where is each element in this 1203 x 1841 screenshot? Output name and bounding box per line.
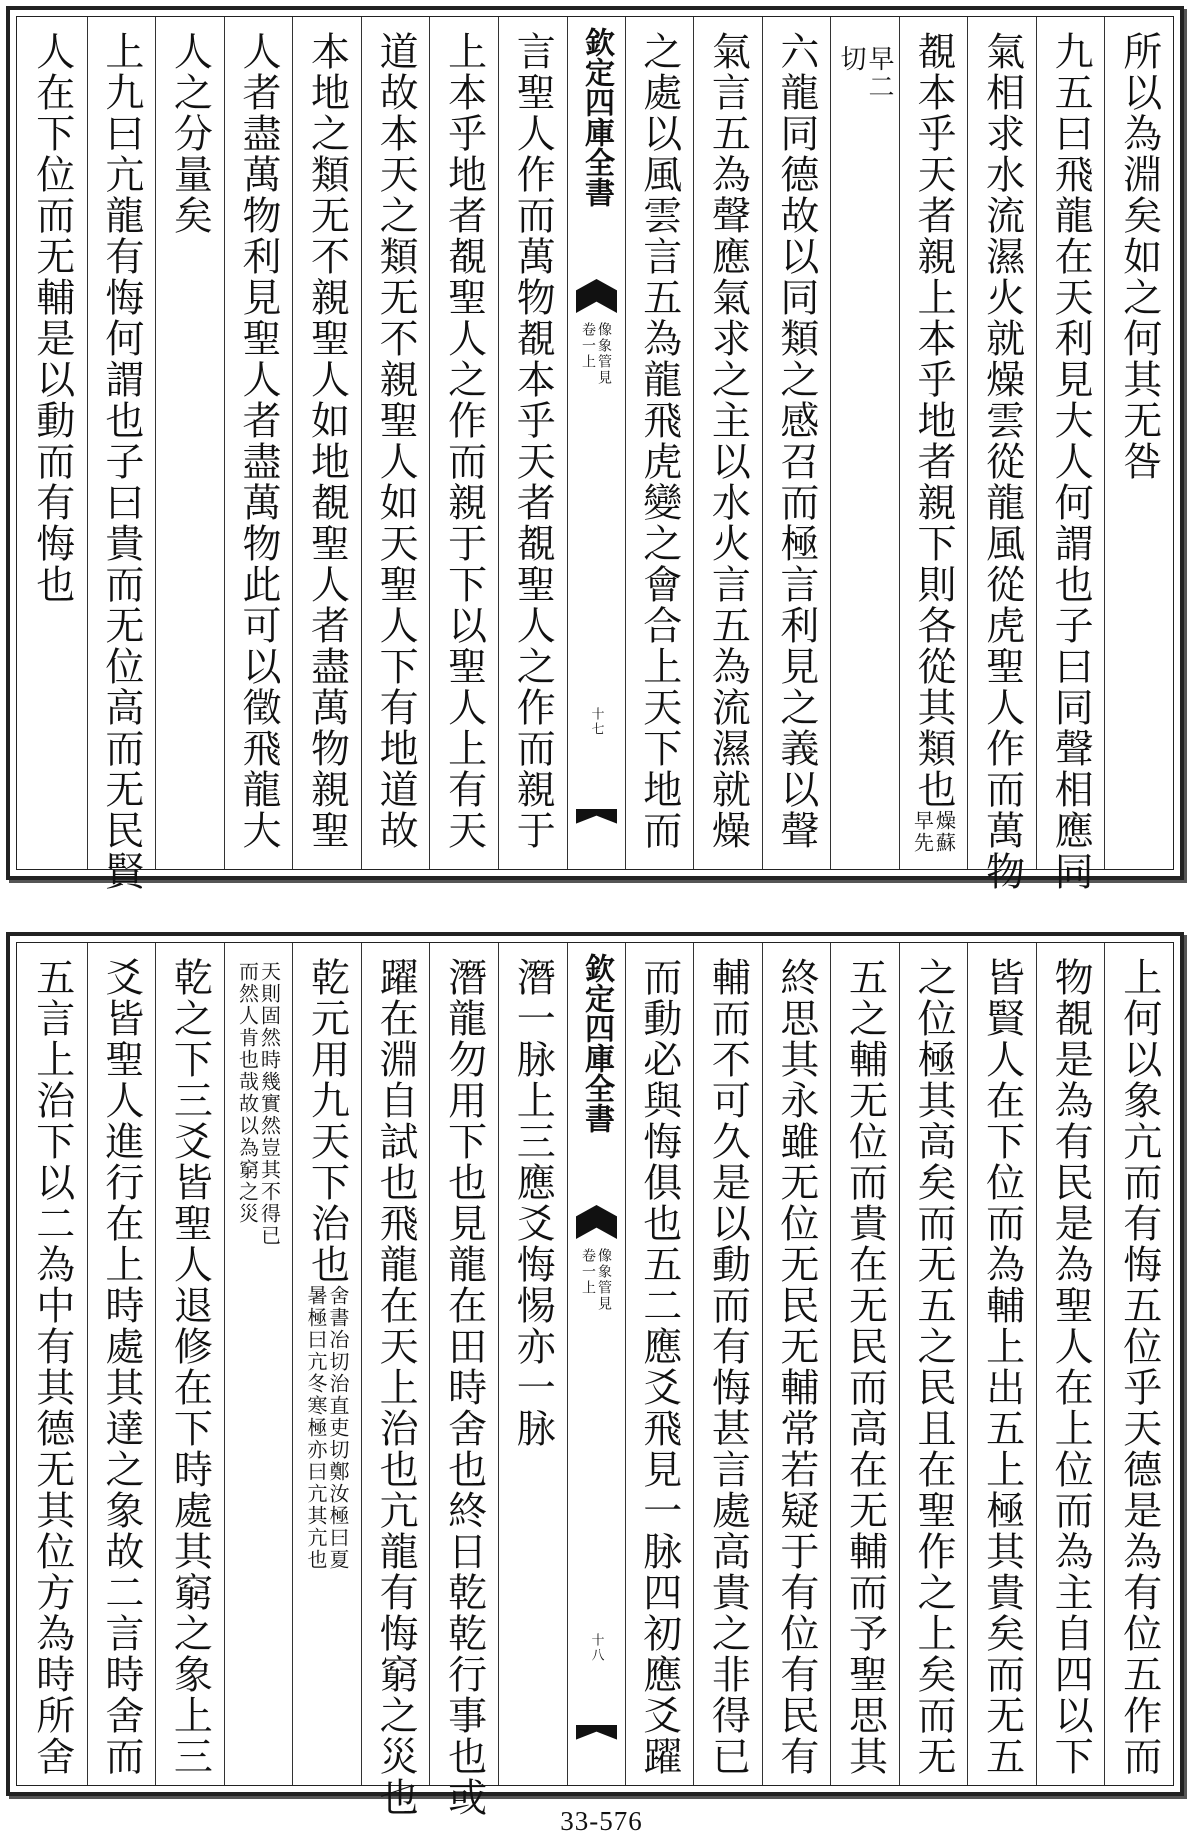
upper-text-column [762, 17, 831, 869]
main-text: 終思其永雖无位无民无輔常若疑于有位有民有 [773, 957, 819, 1777]
upper-text-column [292, 17, 361, 869]
upper-gutter [567, 17, 625, 869]
main-text: 氣言五為聲應氣求之主以水火言五為流濕就燥 [705, 31, 751, 851]
fish-tail-bottom-icon [576, 809, 617, 829]
main-text: 皆賢人在下位而為輔上出五上極其貴矣而无五 [979, 957, 1025, 1777]
main-text: 本地之類无不親聖人如地覩聖人者盡萬物親聖 [304, 31, 350, 851]
lower-text-column [18, 943, 87, 1785]
annotation-note: 舍書冶切治直吏切鄭汝極曰夏 [326, 1285, 351, 1571]
upper-text-column [830, 17, 899, 869]
lower-text-column [155, 943, 224, 1785]
main-text: 上本乎地者覩聖人之作而親于下以聖人上有天 [441, 31, 487, 851]
main-text: 五言上治下以二為中有其德无其位方為時所舍 [29, 957, 75, 1777]
main-text: 九五曰飛龍在天利見大人何謂也子曰同聲相應同 [1048, 31, 1094, 892]
lower-text-column [292, 943, 361, 1785]
lower-text-column [762, 943, 831, 1785]
volume-label: 卷一上 [580, 1248, 596, 1296]
upper-text-column [87, 17, 156, 892]
lower-text-frame [16, 942, 1174, 1818]
upper-page [6, 6, 1184, 892]
main-text: 氣相求水流濕火就燥雲從龍風從虎聖人作而萬物 [979, 31, 1025, 892]
upper-text-column [899, 17, 968, 869]
upper-text-frame [16, 16, 1174, 892]
annotation-note: 切 [835, 45, 866, 73]
lower-text-column [429, 943, 498, 1818]
lower-text-column [967, 943, 1036, 1785]
lower-text-column [1104, 943, 1173, 1785]
leaf-number: 十八 [588, 1633, 604, 1663]
lower-text-column [830, 943, 899, 1785]
main-text: 乾元用九天下治也 [304, 957, 350, 1285]
annotation-note: 暑極曰亢冬寒極亦曰亢其亢也 [304, 1285, 329, 1571]
book-title: 像象管見 [596, 322, 612, 386]
upper-text-column [224, 17, 293, 869]
lower-text-column [361, 943, 430, 1818]
annotation-note: 燥蘇 [932, 810, 957, 854]
main-text: 之位極其高矣而无五之民且在聖作之上矣而无 [911, 957, 957, 1777]
main-text: 人者盡萬物利見聖人者盡萬物此可以徵飛龍大 [235, 31, 281, 851]
upper-text-column [155, 17, 224, 869]
main-text: 人之分量矣 [167, 31, 213, 236]
annotation-note: 早二 [863, 45, 894, 101]
volume-label: 卷一上 [580, 322, 596, 370]
main-text: 五之輔无位而貴在无民而高在无輔而予聖思其 [842, 957, 888, 1777]
main-text: 潛龍勿用下也見龍在田時舍也終日乾乾行事也或 [441, 957, 487, 1818]
lower-text-column [1036, 943, 1105, 1785]
main-text: 輔而不可久是以動而有悔甚言處高貴之非得已 [705, 957, 751, 1777]
fish-tail-bottom-icon [576, 1725, 617, 1745]
main-text: 所以為淵矣如之何其无咎 [1116, 31, 1162, 482]
annotation-note: 早先 [910, 810, 935, 854]
main-text: 言聖人作而萬物覩本乎天者覩聖人之作而親于 [510, 31, 556, 851]
upper-text-column [18, 17, 87, 869]
upper-text-column [498, 17, 567, 869]
main-text: 而動必與悔俱也五二應爻飛見一脉四初應爻躍 [636, 957, 682, 1777]
collection-title: 欽定四庫全書 [579, 953, 614, 1133]
lower-text-column [224, 943, 293, 1785]
collection-title: 欽定四庫全書 [579, 27, 614, 207]
main-text: 之處以風雲言五為龍飛虎變之會合上天下地而 [636, 31, 682, 851]
upper-text-column [625, 17, 694, 869]
upper-text-column [361, 17, 430, 869]
fish-tail-mark-icon [576, 1205, 617, 1239]
annotation-note: 天則固然時幾實然豈其不得已 [257, 961, 282, 1247]
upper-text-column [1036, 17, 1105, 892]
lower-page [6, 932, 1184, 1818]
main-text: 六龍同德故以同類之感召而極言利見之義以聲 [773, 31, 819, 851]
main-text: 人在下位而无輔是以動而有悔也 [29, 31, 75, 605]
main-text: 道故本天之類无不親聖人如天聖人下有地道故 [373, 31, 419, 851]
lower-text-column [87, 943, 156, 1785]
upper-text-column [967, 17, 1036, 892]
main-text: 爻皆聖人進行在上時處其達之象故二言時舍而 [98, 957, 144, 1777]
upper-text-column [429, 17, 498, 869]
main-text: 上何以象亢而有悔五位乎天德是為有位五作而 [1116, 957, 1162, 1777]
leaf-number: 十七 [588, 707, 604, 737]
lower-text-column [498, 943, 567, 1785]
main-text: 上九曰亢龍有悔何謂也子曰貴而无位高而无民賢 [98, 31, 144, 892]
book-title: 像象管見 [596, 1248, 612, 1312]
upper-text-column [693, 17, 762, 869]
lower-gutter [567, 943, 625, 1785]
main-text: 物覩是為有民是為聖人在上位而為主自四以下 [1048, 957, 1094, 1777]
fish-tail-mark-icon [576, 279, 617, 313]
annotation-note: 而然人肯也哉故以為窮之災 [235, 961, 260, 1225]
main-text: 躍在淵自試也飛龍在天上治也亢龍有悔窮之災也 [373, 957, 419, 1818]
upper-text-column [1104, 17, 1173, 869]
main-text: 潛一脉上三應爻悔惕亦一脉 [510, 957, 556, 1449]
lower-text-column [899, 943, 968, 1785]
lower-text-column [625, 943, 694, 1785]
main-text: 覩本乎天者親上本乎地者親下則各從其類也 [911, 31, 957, 810]
page-number: 33-576 [560, 1806, 643, 1836]
main-text: 乾之下三爻皆聖人退修在下時處其窮之象上三 [167, 957, 213, 1777]
lower-text-column [693, 943, 762, 1785]
